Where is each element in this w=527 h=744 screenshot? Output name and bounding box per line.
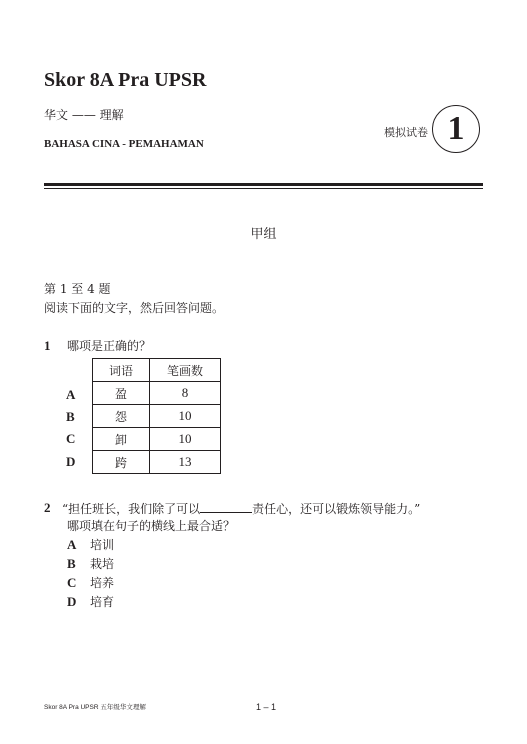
question-2-stem: 哪项填在句子的横线上最合适？ [67, 519, 236, 533]
question-number-2: 2 [44, 500, 51, 515]
table-header-row [93, 359, 221, 382]
table-cell-word: 盈 [93, 382, 150, 405]
sentence-part-2: 责任心，还可以锻炼领导能力。” [252, 502, 421, 516]
q2-option-b-text: 栽培 [90, 557, 115, 571]
header-divider-thin [44, 188, 483, 189]
table-row [93, 451, 221, 474]
paper-number-badge [432, 105, 480, 153]
answer-blank [200, 500, 252, 513]
paper-number: 1 [447, 110, 465, 147]
question-2-sentence [62, 500, 420, 517]
instruction-text: 阅读下面的文字，然后回答问题。 [44, 301, 225, 315]
q2-option-c-text: 培养 [90, 576, 115, 590]
question-number-1: 1 [44, 338, 51, 353]
q2-option-a-text: 培训 [90, 538, 115, 552]
table-cell-strokes: 8 [150, 382, 221, 405]
table-header-strokes: 笔画数 [150, 359, 221, 382]
q2-option-c-letter: C [67, 575, 77, 590]
q2-option-d-letter: D [67, 594, 77, 609]
table-cell-word: 卸 [93, 428, 150, 451]
subject-malay: BAHASA CINA - PEMAHAMAN [44, 138, 204, 150]
table-row [93, 428, 221, 451]
question-1-stem: 哪项是正确的？ [67, 339, 152, 353]
section-title: 甲组 [250, 227, 277, 242]
table-cell-word: 怨 [93, 405, 150, 428]
paper-label: 模拟试卷 [384, 126, 428, 139]
question-range: 第 1 至 4 题 [44, 282, 111, 296]
table-cell-word: 跨 [93, 451, 150, 474]
stroke-count-table [92, 358, 221, 474]
q1-option-a-letter: A [66, 387, 76, 402]
footer-book-info: Skor 8A Pra UPSR 五年级华文理解 [44, 704, 146, 711]
table-row [93, 405, 221, 428]
table-cell-strokes: 10 [150, 428, 221, 451]
q2-option-a-letter: A [67, 537, 77, 552]
table-cell-strokes: 13 [150, 451, 221, 474]
q1-option-d-letter: D [66, 454, 76, 469]
sentence-part-1: “担任班长，我们除了可以 [62, 502, 201, 516]
page-number: 1 – 1 [256, 702, 277, 712]
table-header-word: 词语 [93, 359, 150, 382]
table-cell-strokes: 10 [150, 405, 221, 428]
q1-option-b-letter: B [66, 409, 75, 424]
q2-option-b-letter: B [67, 556, 76, 571]
subject-chinese: 华文 —— 理解 [44, 108, 124, 122]
q1-option-c-letter: C [66, 431, 76, 446]
q2-option-d-text: 培育 [90, 595, 115, 609]
table-row [93, 382, 221, 405]
book-title: Skor 8A Pra UPSR [44, 69, 207, 91]
header-divider-thick [44, 183, 483, 186]
